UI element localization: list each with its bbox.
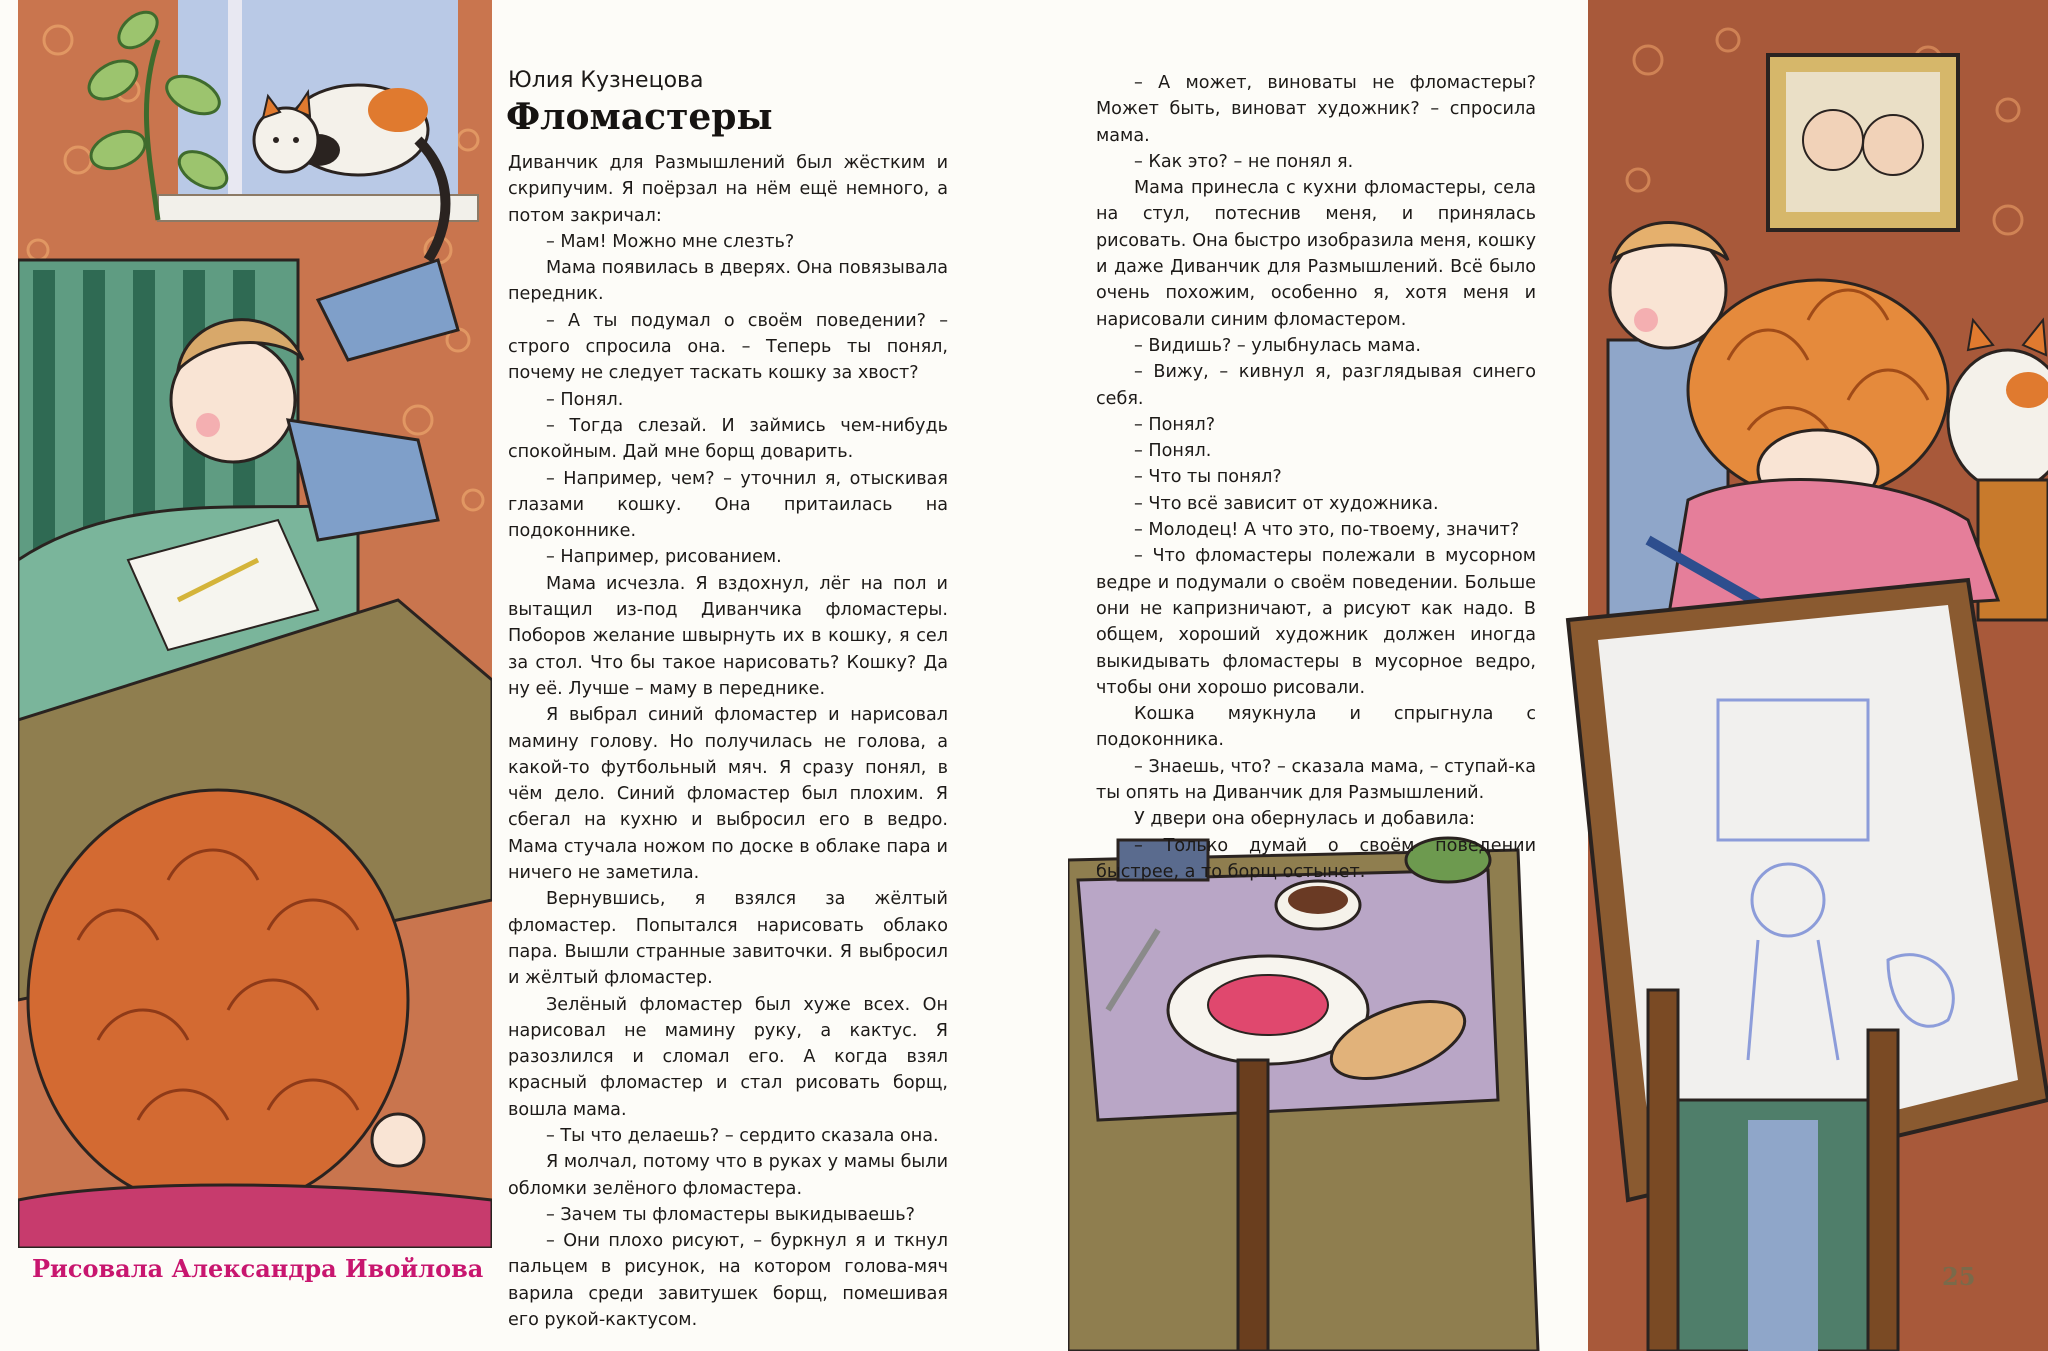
- page-number: 25: [1942, 1262, 1976, 1291]
- paragraph: Вернувшись, я взялся за жёлтый фломастер. Попытался нарисовать облако пара. Вышли странные завиточки. Я выбросил и жёлтый фломастер.: [508, 889, 948, 989]
- paragraph: – Например, чем? – уточнил я, отыскивая глазами кошку. Она притаилась на подоконнике.: [508, 468, 948, 542]
- text-column-left: [508, 150, 948, 1333]
- sofa-scene-icon: [18, 0, 492, 1248]
- paragraph: – Что фломастеры полежали в мусорном ведре и подумали о своём поведении. Больше они не капризничают, а рисуют как надо. В общем, хороший художник должен иногда выкидывать фломастеры в мусорное ведро, чтобы они хорошо рисовали.: [1096, 546, 1536, 698]
- paragraph: – Понял.: [1134, 441, 1212, 462]
- paragraph: – Понял?: [1134, 414, 1216, 435]
- paragraph: – Как это? – не понял я.: [1134, 151, 1354, 172]
- paragraph: У двери она обернулась и добавила:: [1134, 809, 1476, 830]
- paragraph: – Мам! Можно мне слезть?: [546, 231, 795, 252]
- paragraph: – Вижу, – кивнул я, разглядывая синего себя.: [1096, 362, 1536, 409]
- paragraph: Диванчик для Размышлений был жёстким и скрипучим. Я поёрзал на нём ещё немного, а потом закричал:: [508, 153, 948, 226]
- paragraph: – Что ты понял?: [1134, 467, 1282, 488]
- illustration-left: [18, 0, 492, 1248]
- paragraph: – Они плохо рисуют, – буркнул я и ткнул пальцем в рисунок, на котором голова-мяч варила среди завитушек борщ, помешивая его рукой-кактусом.: [508, 1231, 948, 1331]
- paragraph: – Ты что делаешь? – сердито сказала она.: [546, 1125, 939, 1146]
- paragraph: – А ты подумал о своём поведении? – строго спросила она. – Теперь ты понял, почему не следует таскать кошку за хвост?: [508, 310, 948, 384]
- paragraph: – Например, рисованием.: [546, 547, 782, 568]
- paragraph: – Зачем ты фломастеры выкидываешь?: [546, 1204, 915, 1225]
- paragraph: – Знаешь, что? – сказала мама, – ступай-ка ты опять на Диванчик для Размышлений.: [1096, 756, 1536, 804]
- paragraph: Мама исчезла. Я вздохнул, лёг на пол и вытащил из-под Диванчика фломастеры. Поборов желание швырнуть их в кошку, я сел за стол. Что бы такое нарисовать? Кошку? Да ну её. Лучше – маму в переднике.: [508, 573, 948, 699]
- author-name: Юлия Кузнецова: [508, 68, 704, 93]
- paragraph: – Видишь? – улыбнулась мама.: [1134, 335, 1421, 356]
- paragraph: Мама появилась в дверях. Она повязывала передник.: [508, 258, 948, 305]
- paragraph: Мама принесла с кухни фломастеры, села на стул, потеснив меня, и принялась рисовать. Она быстро изобразила меня, кошку и даже Диванчик для Размышлений. Всё было очень похожим, особенно я, хотя меня и нарисовали синим фломастером.: [1096, 178, 1536, 330]
- paragraph: – Тогда слезай. И займись чем-нибудь спокойным. Дай мне борщ доварить.: [508, 415, 948, 463]
- kitchen-table-icon: [1068, 838, 1538, 1351]
- story-title: Фломастеры: [506, 96, 773, 138]
- paragraph: – Только думай о своём поведении быстрее, а то борщ остынет.: [1096, 835, 1536, 882]
- paragraph: Зелёный фломастер был хуже всех. Он нарисовал не мамину руку, а кактус. Я разозлился и сломал его. А когда взял красный фломастер и стал рисовать борщ, вошла мама.: [508, 994, 948, 1120]
- text-column-right: [1096, 70, 1536, 885]
- paragraph: – Что всё зависит от художника.: [1134, 493, 1439, 514]
- paragraph: Кошка мяукнула и спрыгнула с подоконника.: [1096, 704, 1536, 751]
- paragraph: Я выбрал синий фломастер и нарисовал мамину голову. Но получилась не голова, а какой-то футбольный мяч. Я сразу понял, в чём дело. Синий фломастер был плохим. Я сбегал на кухню и выбросил его в ведро. Мама стучала ножом по доске в облаке пара и ничего не заметила.: [508, 705, 948, 884]
- paragraph: – Понял.: [546, 389, 624, 410]
- paragraph: – Молодец! А что это, по-твоему, значит?: [1134, 520, 1520, 541]
- paragraph: – А может, виноваты не фломастеры? Может быть, виноват художник? – спросила мама.: [1096, 73, 1536, 146]
- illustrator-credit: Рисовала Александра Ивойлова: [32, 1254, 484, 1283]
- paragraph: Я молчал, потому что в руках у мамы были обломки зелёного фломастера.: [508, 1152, 948, 1199]
